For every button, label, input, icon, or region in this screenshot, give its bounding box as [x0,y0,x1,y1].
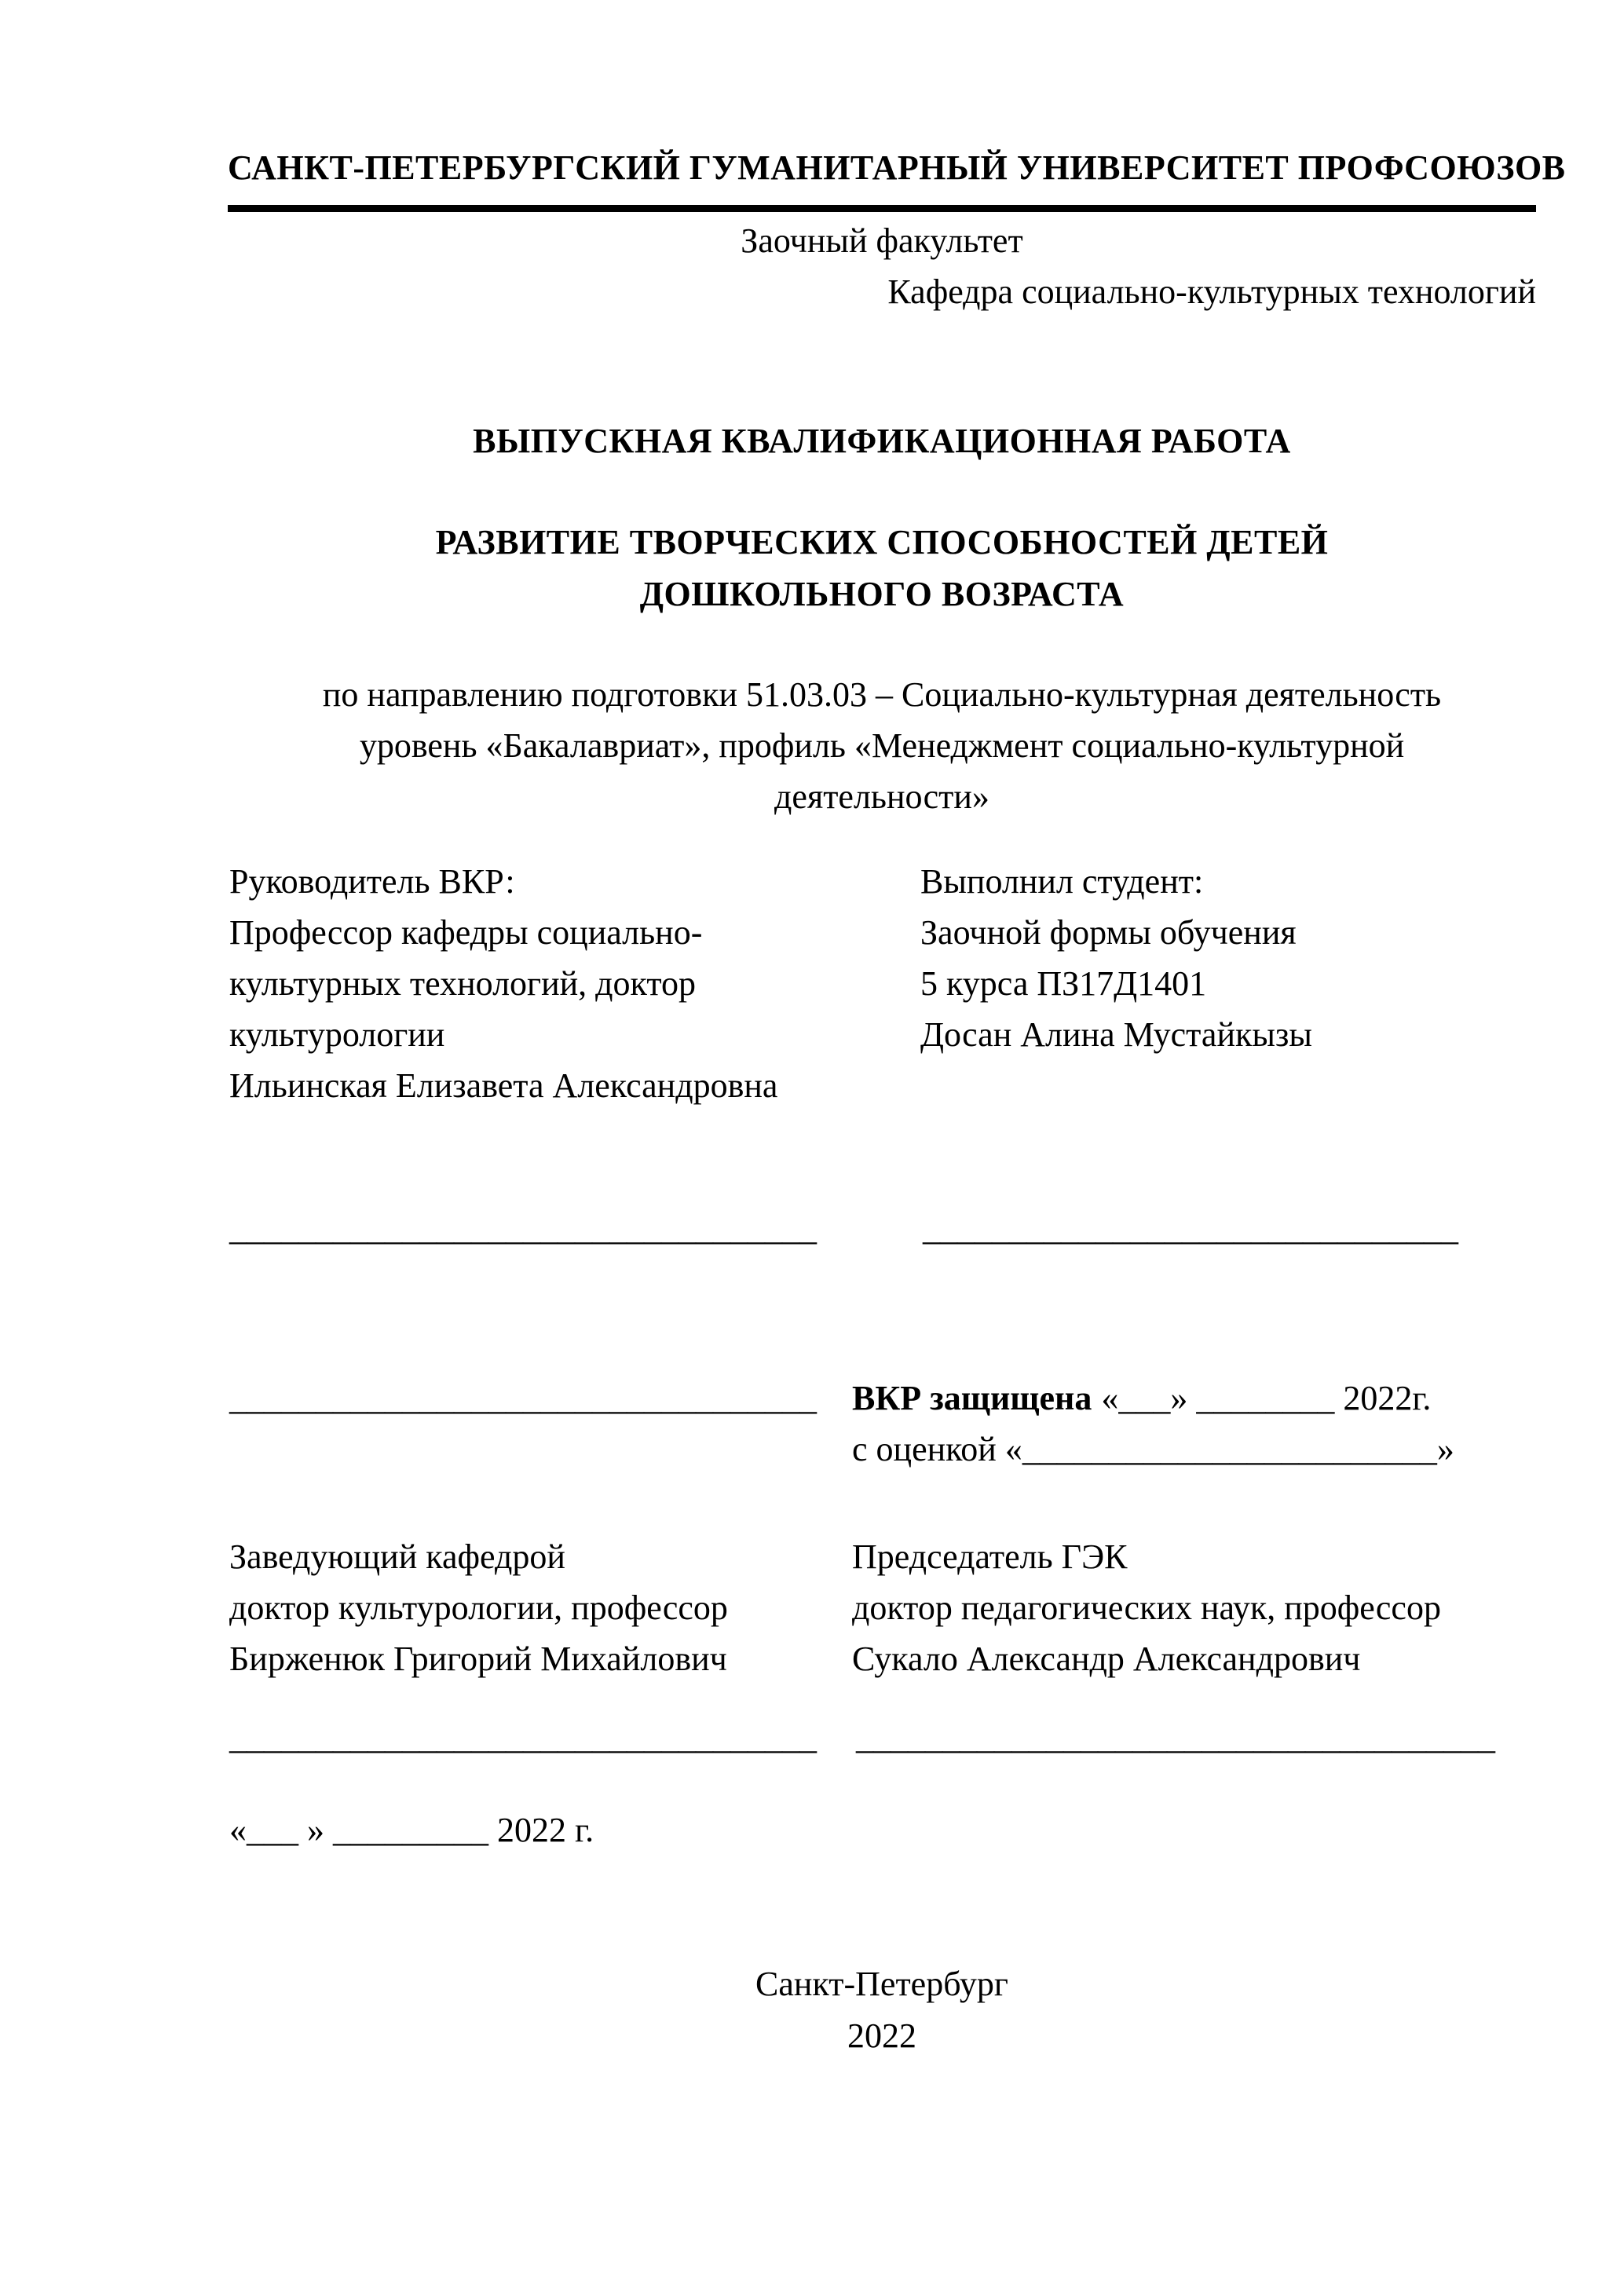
gek-chair-name: Сукало Александр Александрович [852,1640,1361,1678]
gek-chair-title: Председатель ГЭК [852,1537,1128,1576]
defense-date-line [852,1373,1454,1424]
thesis-title-line2: ДОШКОЛЬНОГО ВОЗРАСТА [639,575,1125,613]
defense-label: ВКР защищена [852,1379,1092,1417]
program-direction: по направлению подготовки 51.03.03 – Социально-культурная деятельность [322,675,1442,714]
student-name: Досан Алина Мустайкызы [920,1015,1312,1054]
student-block [920,856,1312,1060]
dept-head-title: Заведующий кафедрой [229,1537,565,1576]
defense-date-blank: «___» ________ 2022г. [1101,1379,1432,1417]
university-name: САНКТ-ПЕТЕРБУРГСКИЙ ГУМАНИТАРНЫЙ УНИВЕРСИТЕТ ПРОФСОЮЗОВ [228,148,1566,187]
student-signature-line: _______________________________ [923,1209,1458,1248]
department-name: Кафедра социально-культурных технологий [887,272,1536,311]
header-divider-rule [228,205,1536,212]
student-label: Выполнил студент: [920,862,1204,901]
defense-signature-line: __________________________________ [229,1379,817,1417]
dept-head-signature-line: __________________________________ [229,1718,817,1757]
supervisor-block [229,856,777,1111]
dept-head-block [229,1531,728,1684]
supervisor-position-line2: культурных технологий, доктор [229,964,696,1003]
faculty-name: Заочный факультет [741,221,1023,260]
supervisor-label: Руководитель ВКР: [229,862,515,901]
supervisor-position-line3: культурологии [229,1015,445,1054]
work-type-heading: ВЫПУСКНАЯ КВАЛИФИКАЦИОННАЯ РАБОТА [473,422,1291,460]
supervisor-signature-line: __________________________________ [229,1209,817,1248]
dept-head-degree: доктор культурологии, профессор [229,1589,728,1627]
thesis-title-line1: РАЗВИТИЕ ТВОРЧЕСКИХ СПОСОБНОСТЕЙ ДЕТЕЙ [435,523,1329,561]
student-group: 5 курса ПЗ17Д1401 [920,964,1207,1003]
program-profile-end: деятельности» [774,777,989,816]
defense-block [852,1373,1454,1475]
program-level-profile: уровень «Бакалавриат», профиль «Менеджмент социально-культурной [359,726,1405,765]
city-year-block [228,1958,1536,2062]
supervisor-name: Ильинская Елизавета Александровна [229,1066,778,1105]
city-name: Санкт-Петербург [755,1965,1008,2003]
gek-chair-signature-line: _____________________________________ [856,1718,1495,1757]
defense-grade-blank: с оценкой «________________________» [852,1430,1454,1468]
program-info [228,669,1536,822]
supervisor-position-line1: Профессор кафедры социально- [229,913,703,952]
student-mode: Заочной формы обучения [920,913,1297,952]
gek-chair-block [852,1531,1441,1684]
gek-chair-degree: доктор педагогических наук, профессор [852,1589,1441,1627]
thesis-title [228,517,1536,620]
dept-head-name: Бирженюк Григорий Михайлович [229,1640,727,1678]
footer-date-blank: «___ » _________ 2022 г. [229,1811,594,1849]
year: 2022 [847,2016,916,2055]
